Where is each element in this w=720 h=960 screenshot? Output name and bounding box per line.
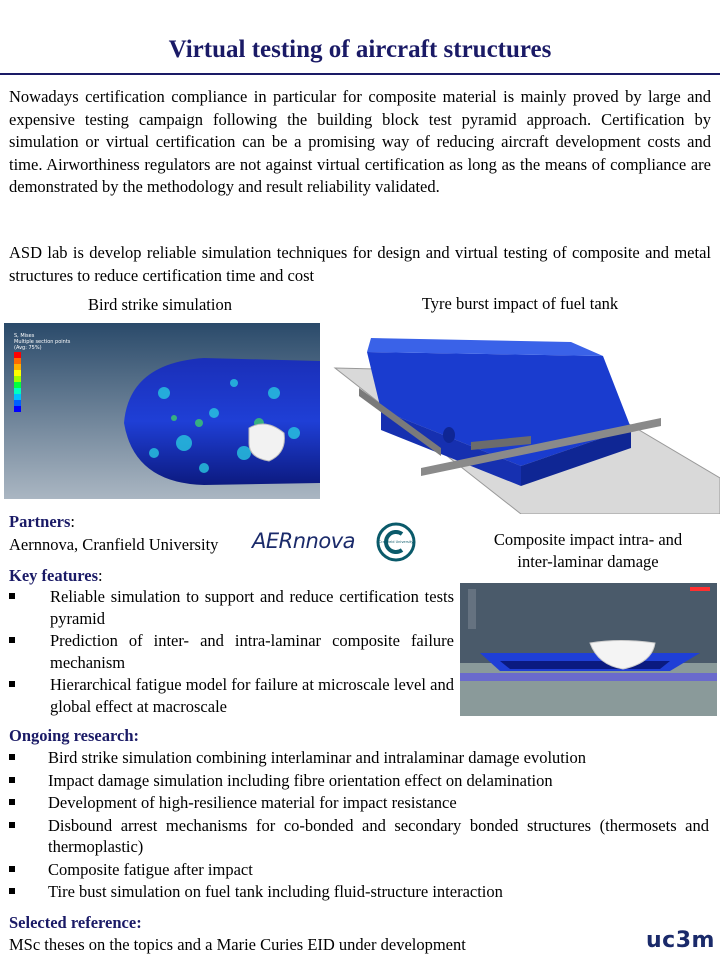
- composite-impact-image: [460, 583, 717, 716]
- key-features-heading: [9, 566, 103, 586]
- key-features-list: [9, 586, 454, 717]
- uc3m-logo: uc3m: [646, 928, 715, 953]
- aernnova-logo: [252, 529, 370, 559]
- ongoing-research-list: [9, 747, 709, 903]
- bullet-icon: [9, 754, 15, 760]
- list-item: [9, 586, 454, 629]
- bullet-icon: [9, 866, 15, 872]
- partners-heading: [9, 512, 75, 532]
- research-item-text: Impact damage simulation including fibre orientation effect on delamination: [48, 770, 553, 790]
- list-item: [9, 630, 454, 673]
- research-item-text: Development of high-resilience material for impact resistance: [48, 793, 457, 812]
- key-feature-text: Prediction of inter- and intra-laminar composite failure mechanism: [50, 631, 454, 672]
- key-feature-text: Reliable simulation to support and reduce certification tests pyramid: [50, 587, 454, 628]
- research-item-text: Bird strike simulation combining interlaminar and intralaminar damage evolution: [48, 748, 586, 767]
- bullet-icon: [9, 681, 15, 687]
- list-item: [9, 770, 709, 792]
- partners-heading-label: Partners: [9, 512, 71, 531]
- bullet-icon: [9, 799, 15, 805]
- tyre-burst-caption: Tyre burst impact of fuel tank: [421, 294, 619, 313]
- selected-reference-heading: Selected reference:: [9, 913, 142, 932]
- bird-strike-image: [4, 323, 320, 499]
- bullet-icon: [9, 888, 15, 894]
- composite-impact-caption: [460, 529, 716, 573]
- list-item: [9, 792, 709, 814]
- partners-heading-colon: :: [70, 512, 75, 531]
- cranfield-logo-svg: [376, 522, 416, 562]
- research-item-text: Tire bust simulation on fuel tank including fluid-structure interaction: [48, 882, 503, 901]
- cranfield-logo: [376, 522, 416, 562]
- composite-impact-figure: [460, 583, 717, 716]
- page-title: Virtual testing of aircraft structures: [168, 36, 552, 63]
- composite-caption-line1: Composite impact intra- and: [493, 530, 683, 549]
- legend-title: S, Mises: [14, 333, 35, 339]
- key-feature-text: Hierarchical fatigue model for failure at microscale level and global effect at macroscale: [50, 675, 454, 716]
- composite-caption-line2: inter-laminar damage: [517, 552, 659, 571]
- list-item: [9, 674, 454, 717]
- research-item-text: Composite fatigue after impact: [48, 859, 253, 879]
- tyre-burst-figure: [331, 318, 720, 514]
- list-item: [9, 859, 709, 881]
- research-item-text: Disbound arrest mechanisms for co-bonded and secondary bonded structures (thermosets and thermoplastic): [48, 815, 709, 856]
- bullet-icon: [9, 637, 15, 643]
- bird-strike-caption: Bird strike simulation: [88, 295, 232, 314]
- list-item: [9, 881, 709, 903]
- list-item: [9, 747, 709, 769]
- legend-avg: (Avg: 75%): [14, 345, 42, 351]
- ongoing-research-heading: Ongoing research:: [9, 726, 140, 745]
- list-item: [9, 815, 709, 858]
- aernnova-logo-text: AERnnova: [252, 529, 355, 553]
- lab-paragraph: ASD lab is develop reliable simulation techniques for design and virtual testing of composite and metal structures to reduce certification time and cost: [9, 243, 711, 285]
- bird-strike-figure: [4, 323, 320, 499]
- key-features-heading-colon: :: [98, 566, 103, 585]
- title-underline: [0, 73, 720, 75]
- bullet-icon: [9, 822, 15, 828]
- cranfield-logo-text: Cranfield University: [378, 540, 414, 544]
- bullet-icon: [9, 593, 15, 599]
- intro-paragraph: Nowadays certification compliance in particular for composite material is mainly proved by large and expensive testing campaign following the building block test pyramid approach. Certification by simulation or virtual certification can be a promising way of reducing aircraft development costs and time. Airworthiness regulators are not against virtual certification as long as the means of compliance are demonstrated by the methodology and result reliability validated.: [9, 87, 711, 196]
- key-features-heading-label: Key features: [9, 566, 99, 585]
- legend-subtitle: Multiple section points: [14, 339, 71, 345]
- selected-reference-text: MSc theses on the topics and a Marie Curies EID under development: [9, 935, 466, 954]
- tyre-burst-image: [331, 318, 720, 514]
- bullet-icon: [9, 777, 15, 783]
- partners-text: Aernnova, Cranfield University: [9, 535, 219, 554]
